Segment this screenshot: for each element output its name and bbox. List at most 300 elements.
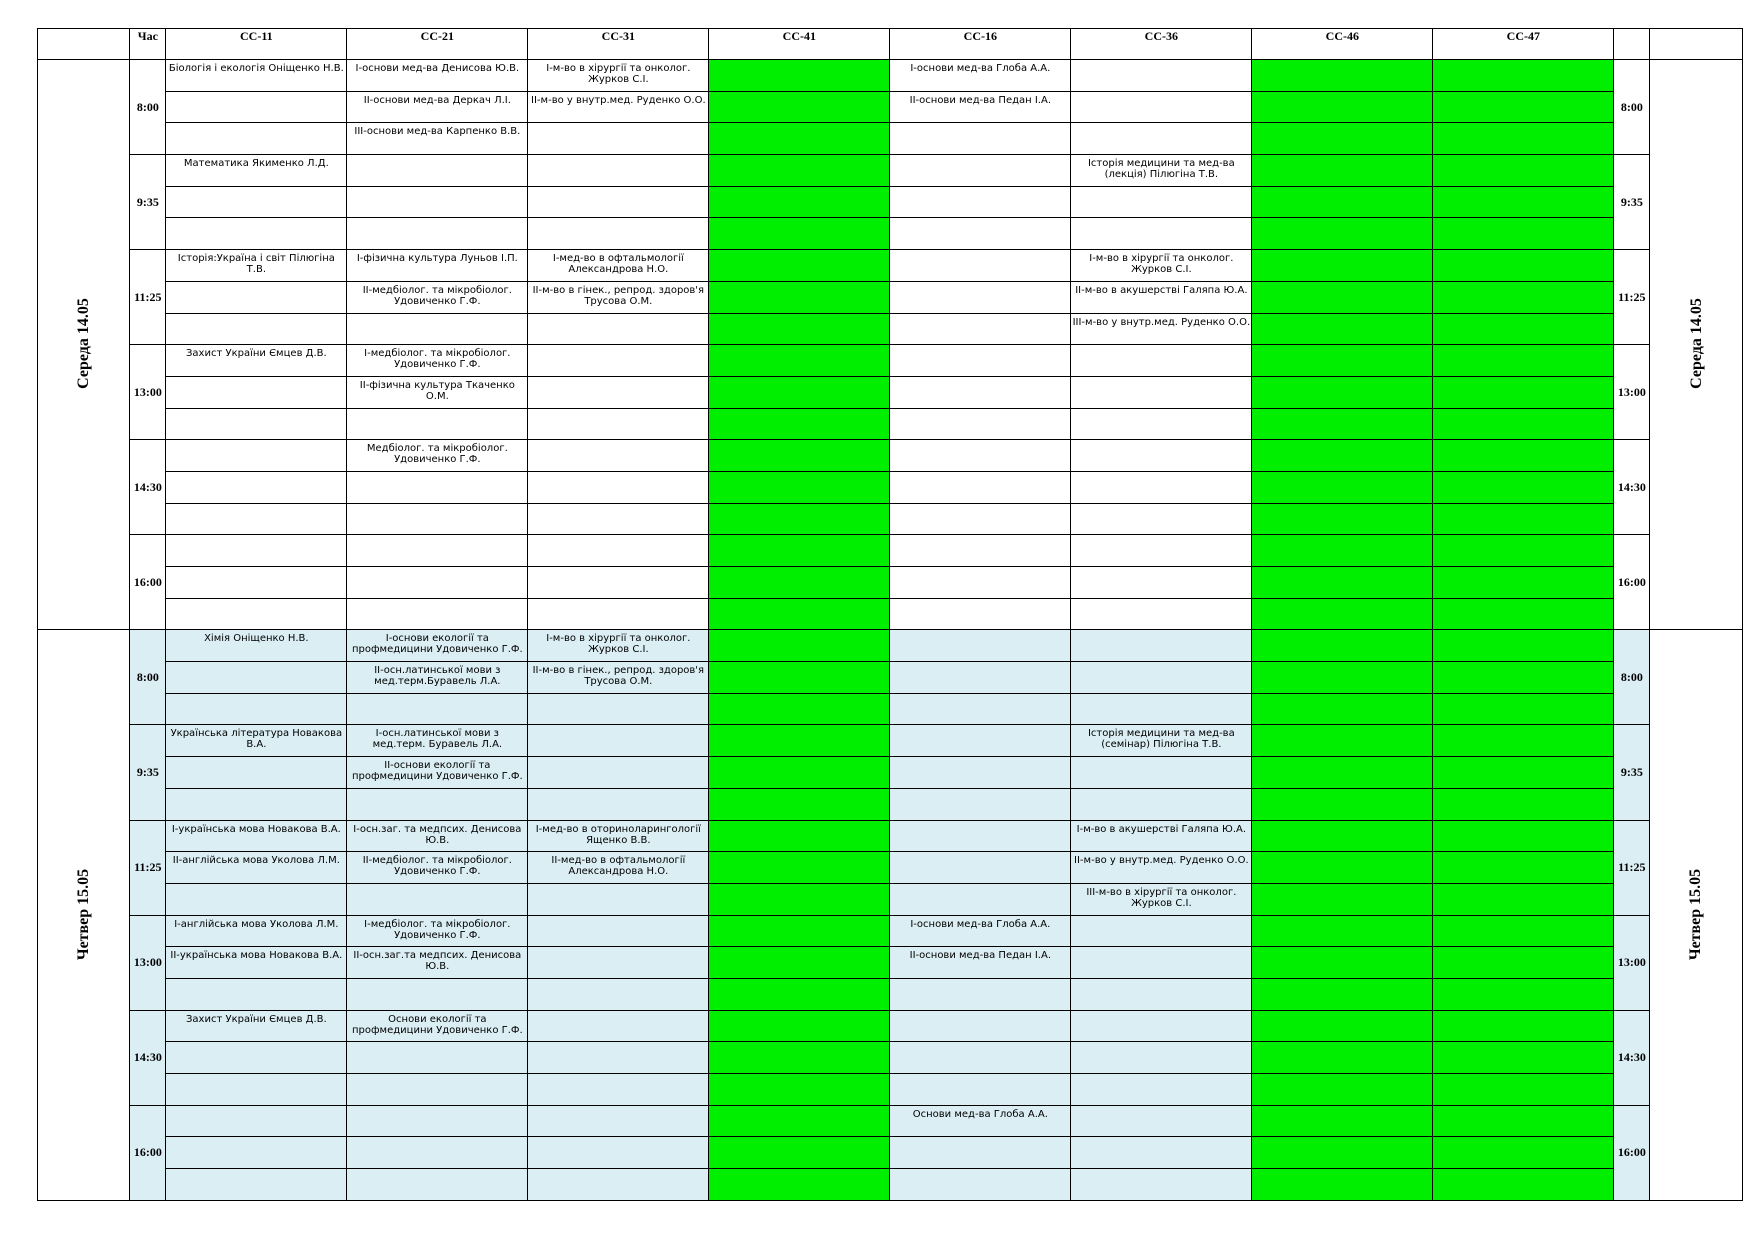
free-group-cell: [1433, 883, 1614, 915]
lesson-text: [1071, 662, 1251, 665]
lesson-text: [1071, 504, 1251, 507]
lesson-text: [890, 694, 1070, 697]
lesson-cell: [528, 883, 709, 915]
lesson-text: ІІ-м-во в акушерстві Галяпа Ю.А.: [1075, 284, 1248, 296]
lesson-text: ІІ-мед-во в офтальмології Александрова Н.О.: [551, 855, 686, 878]
lesson-text: [1252, 821, 1432, 824]
lesson-text: [1071, 1074, 1251, 1077]
lesson-text: [1433, 218, 1613, 221]
free-group-cell: [1252, 123, 1433, 155]
lesson-text: [890, 852, 1070, 855]
lesson-text: ІІ-фізична культура Ткаченко О.М.: [359, 379, 515, 402]
lesson-text: І-осн.латинської мови з мед.терм. Буравель Л.А.: [372, 728, 503, 751]
lesson-cell: [1071, 915, 1252, 947]
lesson-text: [890, 250, 1070, 253]
lesson-text: [1071, 630, 1251, 633]
lesson-text: І-м-во в хірургії та онколог. Журков С.І.: [546, 633, 691, 656]
table-row: [38, 725, 1743, 757]
free-group-cell: [709, 408, 890, 440]
free-group-cell: [709, 60, 890, 92]
lesson-cell: [166, 725, 347, 757]
lesson-text: [1433, 789, 1613, 792]
lesson-text: [1252, 535, 1432, 538]
lesson-text: [528, 979, 708, 982]
lesson-cell: [890, 186, 1071, 218]
lesson-cell: [890, 1074, 1071, 1106]
lesson-text: [1433, 440, 1613, 443]
lesson-cell: [347, 693, 528, 725]
lesson-text: [166, 504, 346, 507]
lesson-cell: [528, 725, 709, 757]
lesson-text: [166, 409, 346, 412]
lesson-text: [1071, 694, 1251, 697]
lesson-text: І-українська мова Новакова В.А.: [171, 823, 341, 835]
lesson-text: ІІІ-основи мед-ва Карпенко В.В.: [354, 126, 521, 138]
free-group-cell: [709, 693, 890, 725]
free-group-cell: [1252, 725, 1433, 757]
free-group-cell: [709, 440, 890, 472]
free-group-cell: [1252, 91, 1433, 123]
lesson-cell: [1071, 376, 1252, 408]
lesson-text: [709, 916, 889, 919]
lesson-cell: [166, 1169, 347, 1201]
header-time-right: [1614, 29, 1650, 60]
lesson-text: [1252, 409, 1432, 412]
table-row: [38, 662, 1743, 694]
lesson-text: [890, 218, 1070, 221]
lesson-text: [528, 694, 708, 697]
lesson-cell: [166, 313, 347, 345]
free-group-cell: [1433, 345, 1614, 377]
header-time: Час: [130, 29, 166, 60]
free-group-cell: [709, 947, 890, 979]
lesson-text: [1252, 1106, 1432, 1109]
free-group-cell: [1433, 155, 1614, 187]
free-group-cell: [1252, 1137, 1433, 1169]
lesson-cell: [1071, 852, 1252, 884]
free-group-cell: [1252, 567, 1433, 599]
lesson-cell: [528, 155, 709, 187]
lesson-text: [1252, 567, 1432, 570]
lesson-cell: [890, 250, 1071, 282]
lesson-text: [890, 884, 1070, 887]
lesson-text: [890, 314, 1070, 317]
lesson-text: [1252, 947, 1432, 950]
lesson-text: [709, 504, 889, 507]
lesson-text: [709, 821, 889, 824]
free-group-cell: [709, 1010, 890, 1042]
lesson-cell: [166, 155, 347, 187]
free-group-cell: [1252, 408, 1433, 440]
lesson-text: [166, 789, 346, 792]
table-row: [38, 1105, 1743, 1137]
free-group-cell: [1252, 313, 1433, 345]
lesson-text: І-основи екології та профмедицини Удовиченко Г.Ф.: [351, 633, 523, 656]
lesson-cell: [166, 345, 347, 377]
lesson-cell: [890, 1137, 1071, 1169]
lesson-cell: [890, 915, 1071, 947]
lesson-cell: [347, 883, 528, 915]
lesson-text: [1252, 472, 1432, 475]
lesson-text: [347, 567, 527, 570]
free-group-cell: [709, 503, 890, 535]
lesson-text: [890, 821, 1070, 824]
table-row: [38, 1169, 1743, 1201]
lesson-text: І-м-во в хірургії та онколог. Журков С.І.: [546, 63, 691, 85]
free-group-cell: [709, 376, 890, 408]
time-slot-right: 14:30: [1614, 1010, 1650, 1105]
time-slot-right: 9:35: [1614, 725, 1650, 820]
free-group-cell: [709, 250, 890, 282]
time-slot-left: 8:00: [130, 60, 166, 155]
lesson-cell: [166, 535, 347, 567]
free-group-cell: [1252, 598, 1433, 630]
lesson-cell: [528, 1010, 709, 1042]
free-group-cell: [1433, 693, 1614, 725]
lesson-text: [709, 1106, 889, 1109]
lesson-text: ІІ-м-во у внутр.мед. Руденко О.О.: [531, 94, 706, 106]
time-slot-left: 16:00: [130, 535, 166, 630]
lesson-cell: [347, 123, 528, 155]
lesson-cell: [166, 91, 347, 123]
lesson-text: [166, 535, 346, 538]
lesson-text: [528, 504, 708, 507]
table-row: [38, 883, 1743, 915]
lesson-text: І-осн.заг. та медпсих. Денисова Ю.В.: [353, 823, 522, 846]
free-group-cell: [709, 535, 890, 567]
lesson-text: [166, 314, 346, 317]
lesson-text: [890, 789, 1070, 792]
free-group-cell: [1252, 218, 1433, 250]
lesson-text: [890, 630, 1070, 633]
lesson-cell: [890, 788, 1071, 820]
lesson-text: [1433, 314, 1613, 317]
lesson-cell: [1071, 186, 1252, 218]
lesson-cell: [347, 1074, 528, 1106]
lesson-cell: [890, 408, 1071, 440]
lesson-cell: [347, 757, 528, 789]
lesson-cell: [528, 852, 709, 884]
lesson-text: [1252, 440, 1432, 443]
lesson-cell: [1071, 693, 1252, 725]
lesson-cell: [166, 567, 347, 599]
lesson-text: [347, 884, 527, 887]
lesson-text: Хімія Оніщенко Н.В.: [204, 633, 309, 645]
lesson-text: [1071, 947, 1251, 950]
free-group-cell: [1433, 978, 1614, 1010]
lesson-cell: [1071, 662, 1252, 694]
lesson-cell: [347, 788, 528, 820]
lesson-text: [1252, 345, 1432, 348]
lesson-cell: [528, 1105, 709, 1137]
lesson-text: [709, 123, 889, 126]
lesson-text: [528, 535, 708, 538]
lesson-text: [1433, 250, 1613, 253]
lesson-text: [1252, 852, 1432, 855]
lesson-text: [1433, 662, 1613, 665]
lesson-cell: [166, 630, 347, 662]
lesson-cell: [166, 757, 347, 789]
free-group-cell: [1252, 852, 1433, 884]
lesson-cell: [890, 1042, 1071, 1074]
free-group-cell: [1252, 60, 1433, 92]
lesson-text: [709, 377, 889, 380]
table-header: [38, 29, 1743, 60]
free-group-cell: [1433, 567, 1614, 599]
time-slot-right: 16:00: [1614, 535, 1650, 630]
day-label-right: [1650, 60, 1742, 630]
lesson-cell: [1071, 155, 1252, 187]
lesson-cell: [1071, 725, 1252, 757]
header-corner-right: [1650, 29, 1742, 60]
lesson-cell: [1071, 471, 1252, 503]
lesson-text: [1252, 694, 1432, 697]
lesson-text: [890, 662, 1070, 665]
free-group-cell: [709, 91, 890, 123]
lesson-cell: [1071, 1105, 1252, 1137]
lesson-text: [1433, 1011, 1613, 1014]
lesson-text: [890, 757, 1070, 760]
lesson-text: [347, 979, 527, 982]
lesson-cell: [890, 693, 1071, 725]
lesson-text: [347, 155, 527, 158]
lesson-text: [166, 187, 346, 190]
lesson-text: ІІ-українська мова Новакова В.А.: [170, 950, 343, 962]
lesson-text: [528, 1074, 708, 1077]
lesson-text: [1071, 916, 1251, 919]
lesson-cell: [1071, 281, 1252, 313]
lesson-text: [709, 567, 889, 570]
lesson-text: [166, 92, 346, 95]
lesson-text: [528, 947, 708, 950]
lesson-text: [1433, 725, 1613, 728]
lesson-text: [1252, 979, 1432, 982]
free-group-cell: [709, 757, 890, 789]
lesson-text: [1252, 314, 1432, 317]
free-group-cell: [1433, 503, 1614, 535]
lesson-text: [528, 187, 708, 190]
free-group-cell: [709, 1074, 890, 1106]
lesson-text: [166, 662, 346, 665]
lesson-text: [1433, 916, 1613, 919]
lesson-text: [1433, 1137, 1613, 1140]
free-group-cell: [1252, 978, 1433, 1010]
lesson-text: [1071, 123, 1251, 126]
lesson-text: І-основи мед-ва Глоба А.А.: [910, 918, 1051, 930]
free-group-cell: [1433, 471, 1614, 503]
lesson-text: [347, 1137, 527, 1140]
free-group-cell: [709, 915, 890, 947]
table-row: [38, 91, 1743, 123]
lesson-cell: [166, 471, 347, 503]
free-group-cell: [709, 123, 890, 155]
free-group-cell: [709, 820, 890, 852]
day-block: [38, 60, 1743, 630]
lesson-text: [709, 535, 889, 538]
lesson-text: [709, 1137, 889, 1140]
lesson-text: [528, 440, 708, 443]
lesson-text: [1252, 123, 1432, 126]
lesson-cell: [890, 725, 1071, 757]
lesson-text: [166, 979, 346, 982]
header-corner-left: [38, 29, 130, 60]
lesson-cell: [347, 535, 528, 567]
lesson-text: [166, 282, 346, 285]
free-group-cell: [1433, 186, 1614, 218]
lesson-text: [1433, 599, 1613, 602]
lesson-text: [890, 409, 1070, 412]
lesson-text: [1252, 1169, 1432, 1172]
lesson-text: [528, 345, 708, 348]
lesson-text: [166, 694, 346, 697]
lesson-text: [709, 218, 889, 221]
lesson-text: ІІ-осн.заг.та медпсих. Денисова Ю.В.: [353, 950, 522, 973]
lesson-text: [709, 440, 889, 443]
lesson-text: [709, 725, 889, 728]
lesson-cell: [347, 60, 528, 92]
free-group-cell: [709, 788, 890, 820]
day-label-text: Середа 14.05: [75, 298, 93, 390]
lesson-text: [347, 1042, 527, 1045]
free-group-cell: [709, 567, 890, 599]
time-slot-right: 9:35: [1614, 155, 1650, 250]
lesson-text: [1252, 377, 1432, 380]
lesson-cell: [347, 598, 528, 630]
lesson-cell: [347, 1105, 528, 1137]
lesson-cell: [890, 1010, 1071, 1042]
lesson-text: Захист України Ємцев Д.В.: [186, 1013, 327, 1025]
lesson-text: [709, 60, 889, 63]
lesson-text: [1071, 472, 1251, 475]
lesson-text: [1433, 282, 1613, 285]
lesson-cell: [166, 503, 347, 535]
lesson-cell: [1071, 408, 1252, 440]
lesson-text: ІІ-медбіолог. та мікробіолог. Удовиченко Г.Ф.: [362, 284, 512, 307]
free-group-cell: [1433, 820, 1614, 852]
free-group-cell: [709, 883, 890, 915]
lesson-text: [1071, 789, 1251, 792]
table-row: [38, 376, 1743, 408]
lesson-cell: [890, 1169, 1071, 1201]
lesson-cell: [347, 567, 528, 599]
free-group-cell: [1433, 91, 1614, 123]
free-group-cell: [1252, 376, 1433, 408]
lesson-text: [1433, 821, 1613, 824]
lesson-cell: [166, 281, 347, 313]
lesson-cell: [890, 471, 1071, 503]
lesson-cell: [528, 471, 709, 503]
lesson-cell: [347, 376, 528, 408]
lesson-text: [166, 123, 346, 126]
time-slot-left: 9:35: [130, 725, 166, 820]
free-group-cell: [1252, 155, 1433, 187]
time-slot-left: 11:25: [130, 820, 166, 915]
lesson-text: ІІ-осн.латинської мови з мед.терм.Буравель Л.А.: [374, 665, 501, 688]
free-group-cell: [1433, 788, 1614, 820]
lesson-text: І-мед-во в оториноларингології Ященко В.В.: [535, 823, 701, 846]
lesson-text: [1433, 1074, 1613, 1077]
lesson-text: [1252, 789, 1432, 792]
lesson-text: Захист України Ємцев Д.В.: [186, 348, 327, 360]
free-group-cell: [1252, 535, 1433, 567]
lesson-text: [166, 1074, 346, 1077]
table-row: [38, 1137, 1743, 1169]
time-slot-left: 13:00: [130, 345, 166, 440]
lesson-cell: [890, 662, 1071, 694]
lesson-text: [347, 409, 527, 412]
lesson-text: [1252, 504, 1432, 507]
lesson-cell: [166, 915, 347, 947]
free-group-cell: [709, 662, 890, 694]
lesson-cell: [347, 440, 528, 472]
lesson-text: [890, 1011, 1070, 1014]
lesson-text: [709, 630, 889, 633]
lesson-text: ІІ-основи екології та профмедицини Удовиченко Г.Ф.: [351, 760, 523, 783]
lesson-cell: [1071, 947, 1252, 979]
lesson-cell: [1071, 218, 1252, 250]
free-group-cell: [709, 725, 890, 757]
lesson-text: І-м-во в акушерстві Галяпа Ю.А.: [1076, 823, 1247, 835]
time-slot-left: 14:30: [130, 440, 166, 535]
lesson-text: [709, 250, 889, 253]
lesson-text: [1071, 1106, 1251, 1109]
lesson-cell: [890, 345, 1071, 377]
free-group-cell: [1252, 440, 1433, 472]
time-slot-right: 13:00: [1614, 345, 1650, 440]
lesson-text: [347, 472, 527, 475]
lesson-text: [1433, 472, 1613, 475]
free-group-cell: [709, 1042, 890, 1074]
lesson-text: [1252, 599, 1432, 602]
time-slot-left: 8:00: [130, 630, 166, 725]
lesson-text: [528, 218, 708, 221]
free-group-cell: [1433, 598, 1614, 630]
lesson-cell: [347, 313, 528, 345]
table-row: [38, 1042, 1743, 1074]
lesson-text: [528, 377, 708, 380]
lesson-text: [347, 535, 527, 538]
lesson-text: [347, 599, 527, 602]
lesson-cell: [528, 820, 709, 852]
table-row: [38, 313, 1743, 345]
table-row: [38, 630, 1743, 662]
lesson-text: [709, 282, 889, 285]
free-group-cell: [709, 1169, 890, 1201]
lesson-cell: [347, 820, 528, 852]
lesson-text: [528, 1011, 708, 1014]
lesson-cell: [166, 1010, 347, 1042]
lesson-cell: [166, 186, 347, 218]
lesson-text: [1071, 1137, 1251, 1140]
lesson-text: [709, 1011, 889, 1014]
lesson-text: [166, 567, 346, 570]
table-row: [38, 693, 1743, 725]
lesson-cell: [890, 376, 1071, 408]
lesson-cell: [528, 408, 709, 440]
lesson-cell: [528, 947, 709, 979]
lesson-text: [709, 472, 889, 475]
lesson-cell: [347, 186, 528, 218]
free-group-cell: [1252, 630, 1433, 662]
table-row: [38, 567, 1743, 599]
time-slot-right: 8:00: [1614, 60, 1650, 155]
lesson-text: [1252, 1074, 1432, 1077]
lesson-text: І-основи мед-ва Глоба А.А.: [910, 63, 1051, 74]
lesson-text: [1252, 60, 1432, 63]
lesson-text: [1433, 60, 1613, 63]
lesson-text: [709, 1169, 889, 1172]
lesson-text: [890, 472, 1070, 475]
